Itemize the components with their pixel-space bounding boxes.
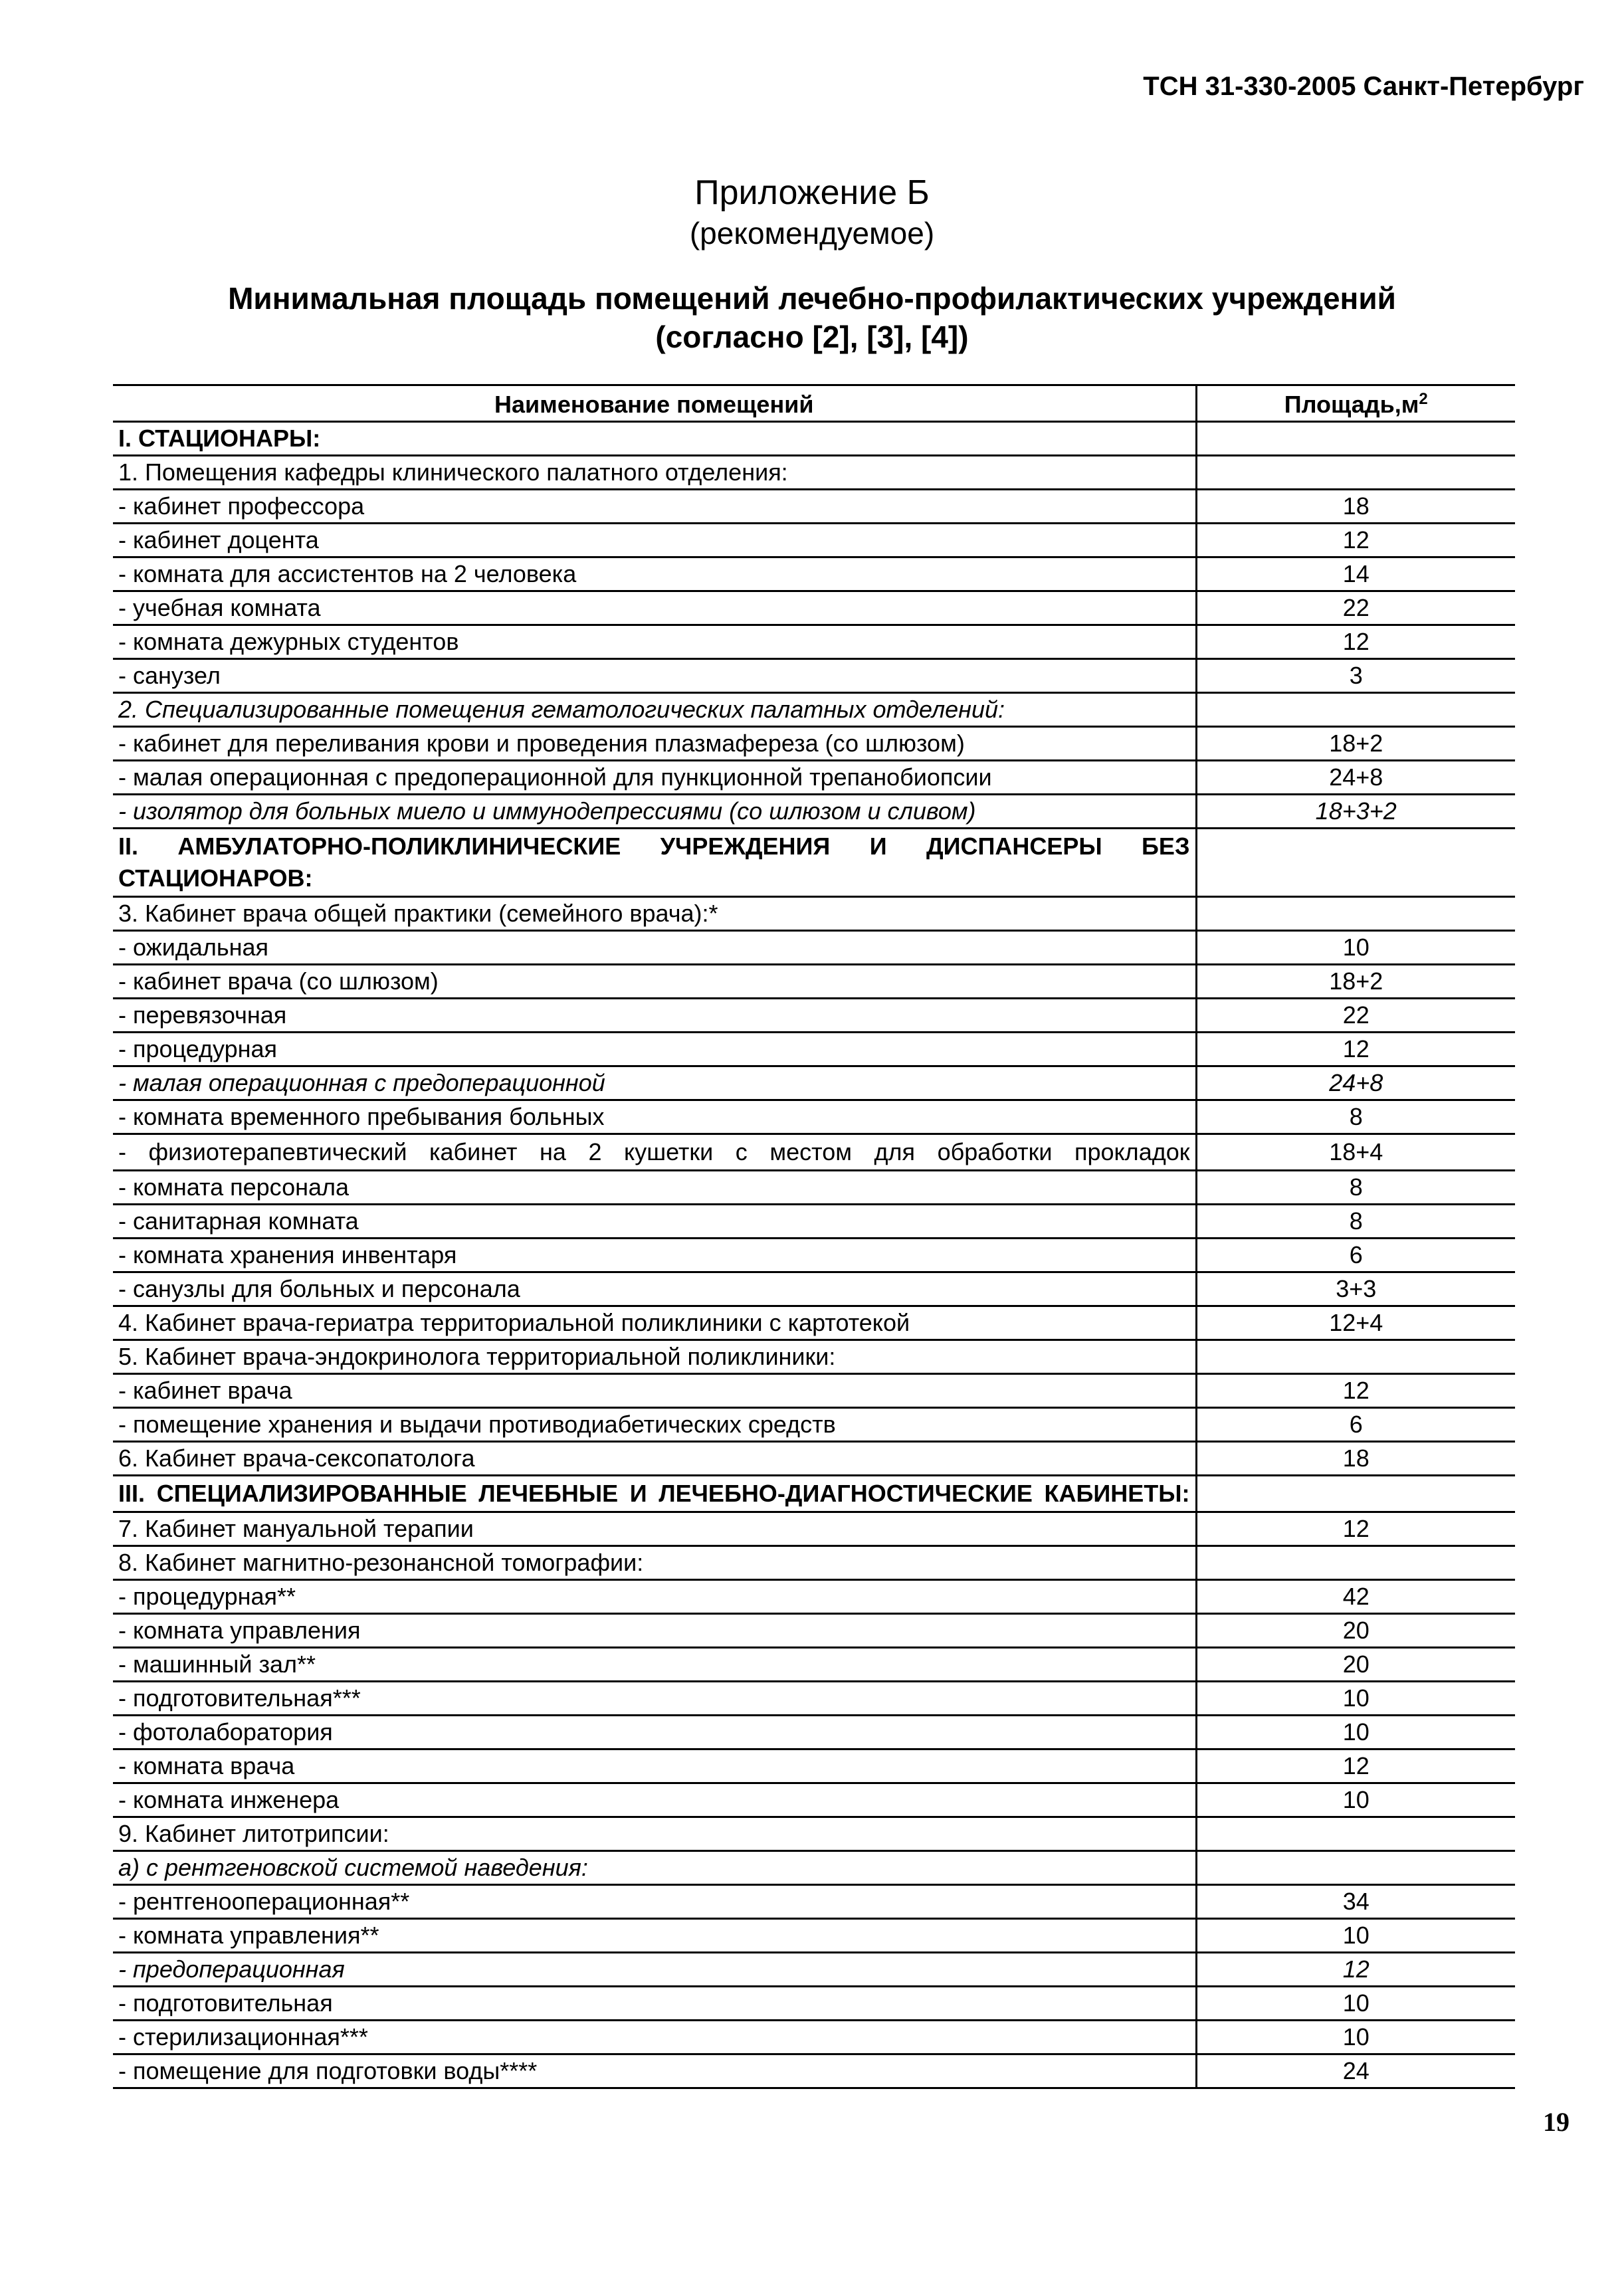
room-area-cell <box>1196 1851 1515 1885</box>
room-name-cell: 4. Кабинет врача-гериатра территориальной поликлиники с картотекой <box>113 1306 1196 1340</box>
room-area-cell: 3 <box>1196 659 1515 693</box>
room-area-cell: 18+3+2 <box>1196 795 1515 829</box>
room-area-cell: 3+3 <box>1196 1272 1515 1306</box>
table-row <box>113 1442 1515 1476</box>
room-name-cell: I. СТАЦИОНАРЫ: <box>113 422 1196 456</box>
room-name-cell: - кабинет доцента <box>113 524 1196 557</box>
room-area-cell: 18 <box>1196 1442 1515 1476</box>
room-area-cell: 24+8 <box>1196 761 1515 795</box>
table-row <box>113 659 1515 693</box>
table-row <box>113 1987 1515 2021</box>
table-row <box>113 456 1515 490</box>
table-row <box>113 1919 1515 1953</box>
room-area-cell: 12 <box>1196 1749 1515 1783</box>
room-area-cell <box>1196 1817 1515 1851</box>
room-area-cell <box>1196 1546 1515 1580</box>
appendix-title: Приложение Б <box>694 173 930 212</box>
room-name-cell: - малая операционная с предоперационной для пункционной трепанобиопсии <box>113 761 1196 795</box>
room-area-cell <box>1196 422 1515 456</box>
table-row <box>113 1134 1515 1171</box>
room-area-cell: 20 <box>1196 1648 1515 1682</box>
room-name-cell: III. СПЕЦИАЛИЗИРОВАННЫЕ ЛЕЧЕБНЫЕ И ЛЕЧЕБНО-ДИАГНОСТИЧЕСКИЕ КАБИНЕТЫ: <box>113 1476 1196 1512</box>
room-name-cell: - процедурная <box>113 1033 1196 1066</box>
table-row <box>113 1306 1515 1340</box>
table-heading: Минимальная площадь помещений лечебно-профилактических учреждений <box>228 281 1396 316</box>
room-area-cell: 10 <box>1196 1987 1515 2021</box>
room-area-cell: 18 <box>1196 490 1515 524</box>
room-name-cell: - помещение для подготовки воды**** <box>113 2054 1196 2088</box>
table-header-row <box>113 385 1515 422</box>
room-name-cell: - кабинет врача (со шлюзом) <box>113 965 1196 999</box>
room-name-cell: 6. Кабинет врача-сексопатолога <box>113 1442 1196 1476</box>
room-name-cell: 2. Специализированные помещения гематологических палатных отделений: <box>113 693 1196 727</box>
table-row <box>113 1239 1515 1272</box>
room-name-cell: - изолятор для больных миело и иммунодепрессиями (со шлюзом и сливом) <box>113 795 1196 829</box>
table-row <box>113 1066 1515 1100</box>
table-row <box>113 1272 1515 1306</box>
room-name-cell: - санитарная комната <box>113 1205 1196 1239</box>
room-area-cell: 24+8 <box>1196 1066 1515 1100</box>
room-name-cell: - помещение хранения и выдачи противодиабетических средств <box>113 1408 1196 1442</box>
table-row <box>113 1171 1515 1205</box>
room-name-cell: - подготовительная*** <box>113 1682 1196 1716</box>
room-name-cell: - малая операционная с предоперационной <box>113 1066 1196 1100</box>
table-row <box>113 999 1515 1033</box>
table-row <box>113 1614 1515 1648</box>
room-area-cell: 42 <box>1196 1580 1515 1614</box>
table-row <box>113 625 1515 659</box>
table-row <box>113 1648 1515 1682</box>
table-heading-reference: (согласно [2], [3], [4]) <box>655 320 969 354</box>
room-area-cell: 12+4 <box>1196 1306 1515 1340</box>
table-row <box>113 727 1515 761</box>
table-row <box>113 693 1515 727</box>
table-row <box>113 1817 1515 1851</box>
room-area-cell: 6 <box>1196 1408 1515 1442</box>
table-row <box>113 490 1515 524</box>
room-name-cell: - комната управления** <box>113 1919 1196 1953</box>
room-area-cell <box>1196 456 1515 490</box>
room-area-cell: 10 <box>1196 1682 1515 1716</box>
room-name-cell: - комната дежурных студентов <box>113 625 1196 659</box>
rooms-area-table <box>113 384 1515 2089</box>
room-area-cell: 12 <box>1196 524 1515 557</box>
room-name-cell: 5. Кабинет врача-эндокринолога территориальной поликлиники: <box>113 1340 1196 1374</box>
room-area-cell: 14 <box>1196 557 1515 591</box>
table-row <box>113 897 1515 931</box>
room-name-cell: а) с рентгеновской системой наведения: <box>113 1851 1196 1885</box>
room-name-cell: - кабинет врача <box>113 1374 1196 1408</box>
table-row <box>113 1885 1515 1919</box>
room-area-cell: 6 <box>1196 1239 1515 1272</box>
room-name-cell: - перевязочная <box>113 999 1196 1033</box>
column-header-name: Наименование помещений <box>113 385 1196 422</box>
table-row <box>113 1340 1515 1374</box>
room-name-cell: - комната персонала <box>113 1171 1196 1205</box>
room-name-cell: - предоперационная <box>113 1953 1196 1987</box>
room-name-cell: 3. Кабинет врача общей практики (семейного врача):* <box>113 897 1196 931</box>
room-name-cell: - фотолаборатория <box>113 1716 1196 1749</box>
table-row <box>113 422 1515 456</box>
table-row <box>113 1546 1515 1580</box>
table-row <box>113 931 1515 965</box>
room-name-cell: II. АМБУЛАТОРНО-ПОЛИКЛИНИЧЕСКИЕ УЧРЕЖДЕНИЯ И ДИСПАНСЕРЫ БЕЗ СТАЦИОНАРОВ: <box>113 829 1196 897</box>
room-name-cell: - физиотерапевтический кабинет на 2 кушетки с местом для обработки прокладок <box>113 1134 1196 1171</box>
room-name-cell: - комната временного пребывания больных <box>113 1100 1196 1134</box>
table-row <box>113 1749 1515 1783</box>
room-area-cell: 18+4 <box>1196 1134 1515 1171</box>
room-area-cell: 34 <box>1196 1885 1515 1919</box>
room-area-cell: 18+2 <box>1196 965 1515 999</box>
table-row <box>113 795 1515 829</box>
table-row <box>113 1682 1515 1716</box>
room-area-cell: 10 <box>1196 1716 1515 1749</box>
room-name-cell: - санузел <box>113 659 1196 693</box>
table-row <box>113 557 1515 591</box>
table-row <box>113 1476 1515 1512</box>
table-row <box>113 1580 1515 1614</box>
room-area-cell: 22 <box>1196 591 1515 625</box>
room-area-cell: 10 <box>1196 931 1515 965</box>
table-row <box>113 1033 1515 1066</box>
room-name-cell: 7. Кабинет мануальной терапии <box>113 1512 1196 1546</box>
room-area-cell <box>1196 829 1515 897</box>
room-name-cell: 1. Помещения кафедры клинического палатного отделения: <box>113 456 1196 490</box>
room-name-cell: - комната врача <box>113 1749 1196 1783</box>
room-area-cell: 20 <box>1196 1614 1515 1648</box>
table-row <box>113 1953 1515 1987</box>
room-name-cell: - ожидальная <box>113 931 1196 965</box>
room-area-cell: 12 <box>1196 1512 1515 1546</box>
room-name-cell: - рентгенооперационная** <box>113 1885 1196 1919</box>
room-name-cell: - стерилизационная*** <box>113 2021 1196 2054</box>
table-row <box>113 2021 1515 2054</box>
room-area-cell: 10 <box>1196 2021 1515 2054</box>
room-area-cell <box>1196 1476 1515 1512</box>
page-number: 19 <box>1543 2107 1570 2137</box>
room-area-cell: 12 <box>1196 1374 1515 1408</box>
room-area-cell: 24 <box>1196 2054 1515 2088</box>
table-row <box>113 1408 1515 1442</box>
column-header-area: $Площадь,м^2$ <box>1196 385 1515 422</box>
room-area-cell <box>1196 1340 1515 1374</box>
table-row <box>113 1783 1515 1817</box>
room-name-cell: 8. Кабинет магнитно-резонансной томографии: <box>113 1546 1196 1580</box>
room-area-cell: 8 <box>1196 1100 1515 1134</box>
room-area-cell: 12 <box>1196 1033 1515 1066</box>
table-row <box>113 1716 1515 1749</box>
room-name-cell: - учебная комната <box>113 591 1196 625</box>
room-name-cell: - машинный зал** <box>113 1648 1196 1682</box>
room-name-cell: - комната для ассистентов на 2 человека <box>113 557 1196 591</box>
room-name-cell: 9. Кабинет литотрипсии: <box>113 1817 1196 1851</box>
room-area-cell: 10 <box>1196 1783 1515 1817</box>
room-name-cell: - подготовительная <box>113 1987 1196 2021</box>
room-area-cell: 10 <box>1196 1919 1515 1953</box>
room-area-cell <box>1196 897 1515 931</box>
appendix-subtitle: (рекомендуемое) <box>689 216 935 250</box>
table-row <box>113 1374 1515 1408</box>
table-row <box>113 1512 1515 1546</box>
room-area-cell: 8 <box>1196 1171 1515 1205</box>
room-name-cell: - процедурная** <box>113 1580 1196 1614</box>
table-row <box>113 1100 1515 1134</box>
table-row <box>113 2054 1515 2088</box>
document-code: ТСН 31-330-2005 Санкт-Петербург <box>1143 72 1584 101</box>
room-name-cell: - кабинет профессора <box>113 490 1196 524</box>
room-name-cell: - комната управления <box>113 1614 1196 1648</box>
room-name-cell: - комната хранения инвентаря <box>113 1239 1196 1272</box>
table-row <box>113 761 1515 795</box>
table-row <box>113 1205 1515 1239</box>
room-name-cell: - комната инженера <box>113 1783 1196 1817</box>
room-area-cell: 8 <box>1196 1205 1515 1239</box>
table-row <box>113 1851 1515 1885</box>
room-area-cell: 12 <box>1196 625 1515 659</box>
room-name-cell: - санузлы для больных и персонала <box>113 1272 1196 1306</box>
table-row <box>113 591 1515 625</box>
room-area-cell <box>1196 693 1515 727</box>
table-row <box>113 829 1515 897</box>
room-area-cell: 12 <box>1196 1953 1515 1987</box>
room-name-cell: - кабинет для переливания крови и проведения плазмафереза (со шлюзом) <box>113 727 1196 761</box>
room-area-cell: 18+2 <box>1196 727 1515 761</box>
table-row <box>113 524 1515 557</box>
room-area-cell: 22 <box>1196 999 1515 1033</box>
table-row <box>113 965 1515 999</box>
